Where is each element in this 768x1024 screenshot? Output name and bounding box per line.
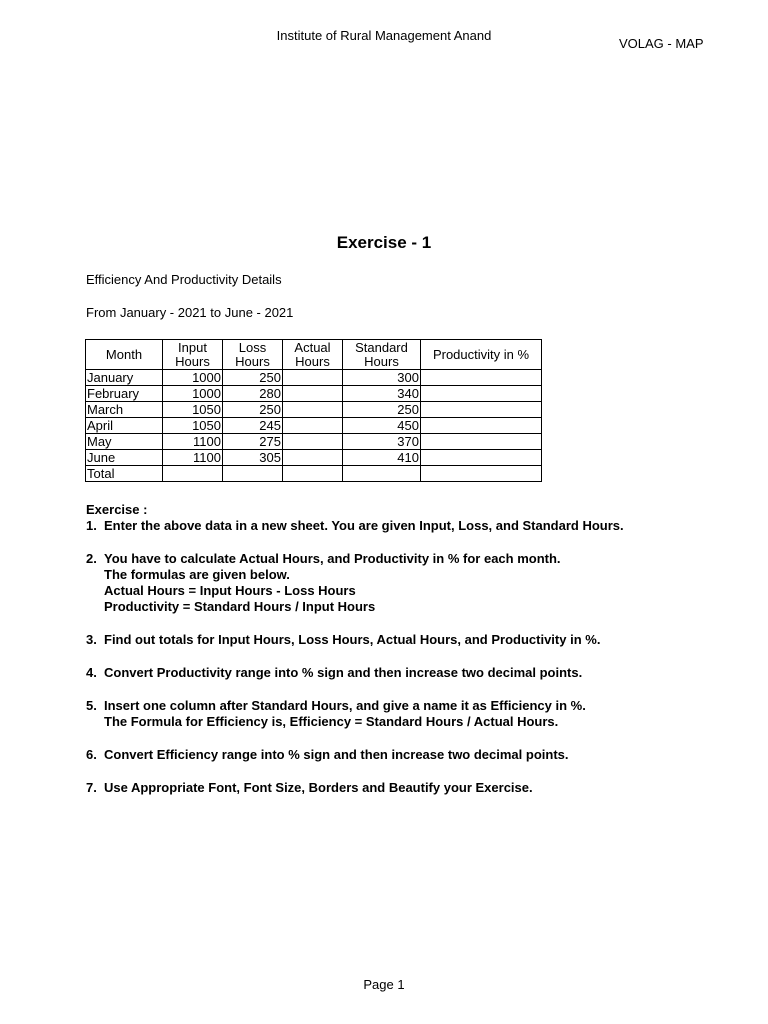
table-row <box>86 386 542 402</box>
cell-month: April <box>86 418 163 434</box>
table-header-row <box>86 340 542 370</box>
cell-month: June <box>86 450 163 466</box>
cell-productivity <box>421 386 542 402</box>
cell-loss-hours: 250 <box>223 402 283 418</box>
instruction-item <box>86 747 726 763</box>
instructions-heading: Exercise : <box>86 502 148 517</box>
cell-productivity <box>421 370 542 386</box>
instruction-line: Productivity = Standard Hours / Input Hours <box>104 599 376 614</box>
cell-actual-hours <box>283 450 343 466</box>
cell-input-hours: 1050 <box>163 418 223 434</box>
cell-loss-hours: 305 <box>223 450 283 466</box>
instruction-line: Convert Efficiency range into % sign and then increase two decimal points. <box>104 747 569 762</box>
cell-month: February <box>86 386 163 402</box>
table-total-row <box>86 466 542 482</box>
cell-productivity <box>421 434 542 450</box>
cell-input-hours: 1000 <box>163 386 223 402</box>
cell-loss-hours: 250 <box>223 370 283 386</box>
instruction-line: You have to calculate Actual Hours, and Productivity in % for each month. <box>104 551 561 566</box>
table-row <box>86 434 542 450</box>
instruction-number: 5. <box>86 698 97 713</box>
cell-standard-hours: 370 <box>343 434 421 450</box>
column-header-input-hours: Input Hours <box>163 340 223 370</box>
exercise-title: Exercise - 1 <box>336 233 432 252</box>
cell-actual-hours <box>283 434 343 450</box>
instruction-item <box>86 665 726 681</box>
cell-month: May <box>86 434 163 450</box>
cell-actual-hours <box>283 466 343 482</box>
hours-table <box>85 339 542 482</box>
table-row <box>86 402 542 418</box>
cell-actual-hours <box>283 386 343 402</box>
cell-productivity <box>421 418 542 434</box>
cell-input-hours: 1000 <box>163 370 223 386</box>
cell-standard-hours: 450 <box>343 418 421 434</box>
table-subtitle: Efficiency And Productivity Details <box>86 272 282 287</box>
instruction-number: 1. <box>86 518 97 533</box>
cell-input-hours <box>163 466 223 482</box>
period-text: From January - 2021 to June - 2021 <box>86 305 294 320</box>
instruction-line: The formulas are given below. <box>104 567 290 582</box>
cell-standard-hours: 340 <box>343 386 421 402</box>
cell-productivity <box>421 402 542 418</box>
cell-input-hours: 1050 <box>163 402 223 418</box>
page-number: Page 1 <box>363 977 405 992</box>
cell-input-hours: 1100 <box>163 434 223 450</box>
cell-actual-hours <box>283 370 343 386</box>
cell-actual-hours <box>283 402 343 418</box>
table-row <box>86 418 542 434</box>
instruction-number: 2. <box>86 551 97 566</box>
page-header-institute: Institute of Rural Management Anand <box>276 28 492 43</box>
cell-loss-hours: 280 <box>223 386 283 402</box>
cell-productivity <box>421 466 542 482</box>
instruction-item <box>86 698 726 730</box>
column-header-actual-hours: Actual Hours <box>283 340 343 370</box>
instruction-line: Enter the above data in a new sheet. You are given Input, Loss, and Standard Hours. <box>104 518 624 533</box>
exercise-instructions <box>86 502 726 796</box>
instruction-number: 3. <box>86 632 97 647</box>
cell-standard-hours: 410 <box>343 450 421 466</box>
column-header-loss-hours: Loss Hours <box>223 340 283 370</box>
instruction-item <box>86 632 726 648</box>
instruction-line: Convert Productivity range into % sign and then increase two decimal points. <box>104 665 583 680</box>
instruction-line: Insert one column after Standard Hours, and give a name it as Efficiency in %. <box>104 698 586 713</box>
cell-productivity <box>421 450 542 466</box>
column-header-standard-hours: Standard Hours <box>343 340 421 370</box>
cell-loss-hours: 245 <box>223 418 283 434</box>
cell-month: Total <box>86 466 163 482</box>
instruction-number: 6. <box>86 747 97 762</box>
table-row <box>86 370 542 386</box>
cell-input-hours: 1100 <box>163 450 223 466</box>
instruction-line: Use Appropriate Font, Font Size, Borders and Beautify your Exercise. <box>104 780 533 795</box>
instruction-line: Actual Hours = Input Hours - Loss Hours <box>104 583 356 598</box>
cell-actual-hours <box>283 418 343 434</box>
instruction-item <box>86 518 726 534</box>
instruction-number: 7. <box>86 780 97 795</box>
cell-loss-hours: 275 <box>223 434 283 450</box>
table-row <box>86 450 542 466</box>
instruction-line: Find out totals for Input Hours, Loss Hours, Actual Hours, and Productivity in %. <box>104 632 601 647</box>
instruction-item <box>86 551 726 615</box>
cell-standard-hours <box>343 466 421 482</box>
page-header-course: VOLAG - MAP <box>619 36 704 51</box>
cell-month: March <box>86 402 163 418</box>
instruction-number: 4. <box>86 665 97 680</box>
instruction-item <box>86 780 726 796</box>
cell-month: January <box>86 370 163 386</box>
column-header-month: Month <box>86 340 163 370</box>
instruction-line: The Formula for Efficiency is, Efficiency = Standard Hours / Actual Hours. <box>104 714 559 729</box>
cell-loss-hours <box>223 466 283 482</box>
column-header-productivity: Productivity in % <box>421 340 542 370</box>
cell-standard-hours: 250 <box>343 402 421 418</box>
cell-standard-hours: 300 <box>343 370 421 386</box>
